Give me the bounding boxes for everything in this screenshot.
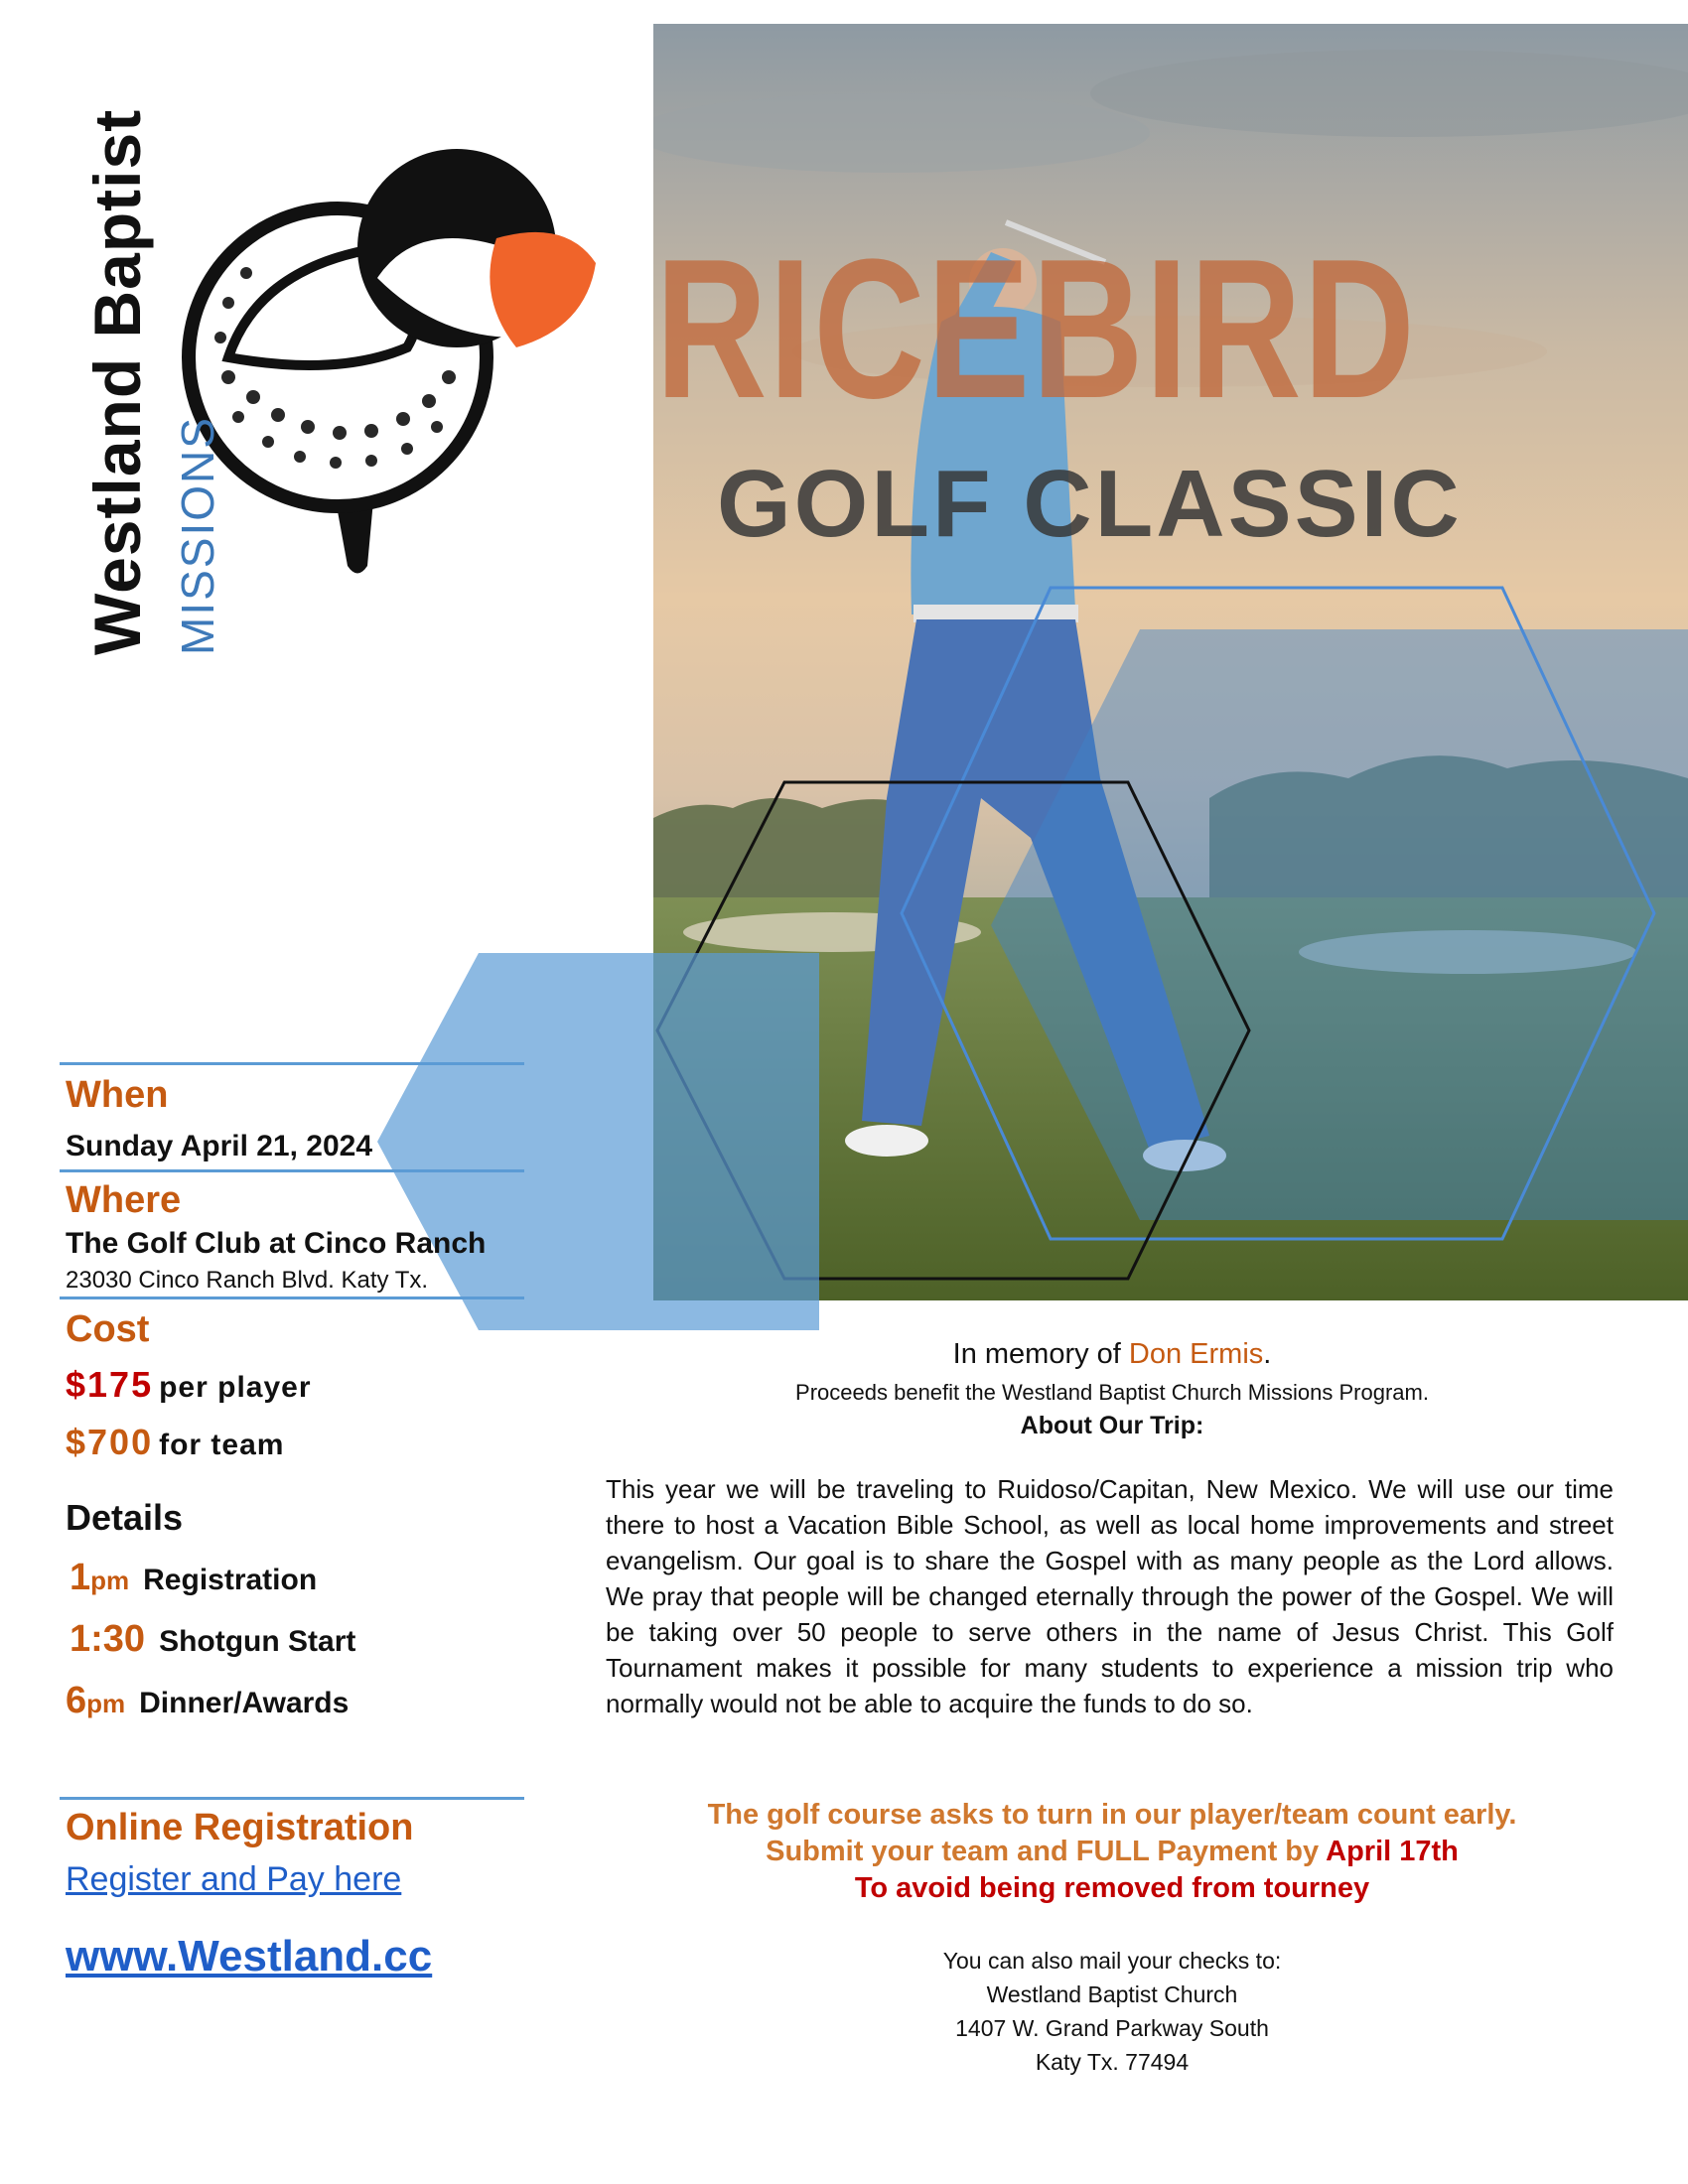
cost-label: Cost: [66, 1308, 150, 1350]
divider: [60, 1169, 524, 1172]
mail-intro: You can also mail your checks to:: [942, 1948, 1282, 1974]
hexagon-shape: [991, 629, 1688, 1220]
event-date: Sunday April 21, 2024: [66, 1130, 373, 1162]
venue-address: 23030 Cinco Ranch Blvd. Katy Tx.: [66, 1267, 429, 1294]
notice-line-2: [596, 1836, 1628, 1868]
memorial-prefix: In memory of: [952, 1338, 1129, 1370]
schedule-activity: Dinner/Awards: [139, 1687, 350, 1719]
mail-org: Westland Baptist Church: [986, 1981, 1238, 2007]
cost-team-amount: $700: [66, 1422, 154, 1462]
notice-deadline: April 17th: [1326, 1836, 1459, 1867]
notice-line-1: The golf course asks to turn in our player/team count early.: [707, 1799, 1517, 1831]
ricebird-golf-ball-icon: [79, 99, 635, 615]
org-name: Westland Baptist: [80, 108, 154, 655]
divider: [60, 1062, 524, 1065]
org-division: MISSIONS: [172, 416, 223, 655]
hero-subtitle: GOLF CLASSIC: [717, 451, 1463, 557]
schedule-activity: Registration: [143, 1564, 318, 1596]
cost-per-team: [66, 1422, 284, 1463]
mail-address-block: [596, 1944, 1628, 2079]
hero-title: RICEBIRD: [655, 218, 1417, 440]
schedule-time: 1:30: [70, 1618, 146, 1660]
mail-street: 1407 W. Grand Parkway South: [955, 2015, 1269, 2041]
register-link[interactable]: Register and Pay here: [66, 1860, 402, 1898]
mail-city: Katy Tx. 77494: [1035, 2049, 1190, 2075]
venue-name: The Golf Club at Cinco Ranch: [66, 1227, 487, 1260]
about-heading: About Our Trip:: [1020, 1412, 1204, 1439]
when-label: When: [66, 1074, 169, 1116]
schedule-item: [66, 1680, 349, 1722]
proceeds-note: Proceeds benefit the Westland Baptist Church Missions Program.: [795, 1380, 1429, 1405]
cost-per-player: [66, 1364, 312, 1406]
schedule-item: [70, 1618, 355, 1661]
schedule-activity: Shotgun Start: [159, 1625, 356, 1658]
notice-line-3: To avoid being removed from tourney: [854, 1872, 1370, 1904]
notice-block: [596, 1799, 1628, 1905]
cost-team-unit: for team: [159, 1429, 285, 1461]
memorial-name: Don Ermis: [1128, 1338, 1264, 1370]
hexagon-shape-left: [377, 953, 824, 1330]
schedule-item: [70, 1557, 317, 1599]
memorial-suffix: .: [1263, 1338, 1272, 1370]
website-link[interactable]: www.Westland.cc: [66, 1932, 433, 1980]
cost-player-unit: per player: [159, 1371, 312, 1404]
registration-label: Online Registration: [66, 1807, 414, 1848]
schedule-time-suffix: pm: [86, 1689, 126, 1718]
details-label: Details: [66, 1497, 184, 1538]
cost-player-amount: $175: [66, 1364, 154, 1405]
divider: [60, 1797, 524, 1800]
divider: [60, 1297, 524, 1299]
schedule-time-suffix: pm: [90, 1566, 130, 1595]
schedule-time: 1: [70, 1557, 91, 1598]
about-paragraph: This year we will be traveling to Ruidoso/Capitan, New Mexico. We will use our time there to host a Vacation Bible School, as well as local home improvements and street evangelism. Our goal is to share the Gospel with as many people as the Lord allows. We pray that people will be changed eternally through the power of the Gospel. We will be taking over 50 people to serve others in the name of Jesus Christ. This Golf Tournament makes it possible for many students to experience a mission trip who normally would not be able to acquire the funds to do so.: [606, 1474, 1614, 1718]
memorial-line: [596, 1338, 1628, 1371]
schedule-time: 6: [66, 1680, 87, 1721]
notice-line-2-text: Submit your team and FULL Payment by: [766, 1836, 1327, 1867]
where-label: Where: [66, 1179, 182, 1221]
